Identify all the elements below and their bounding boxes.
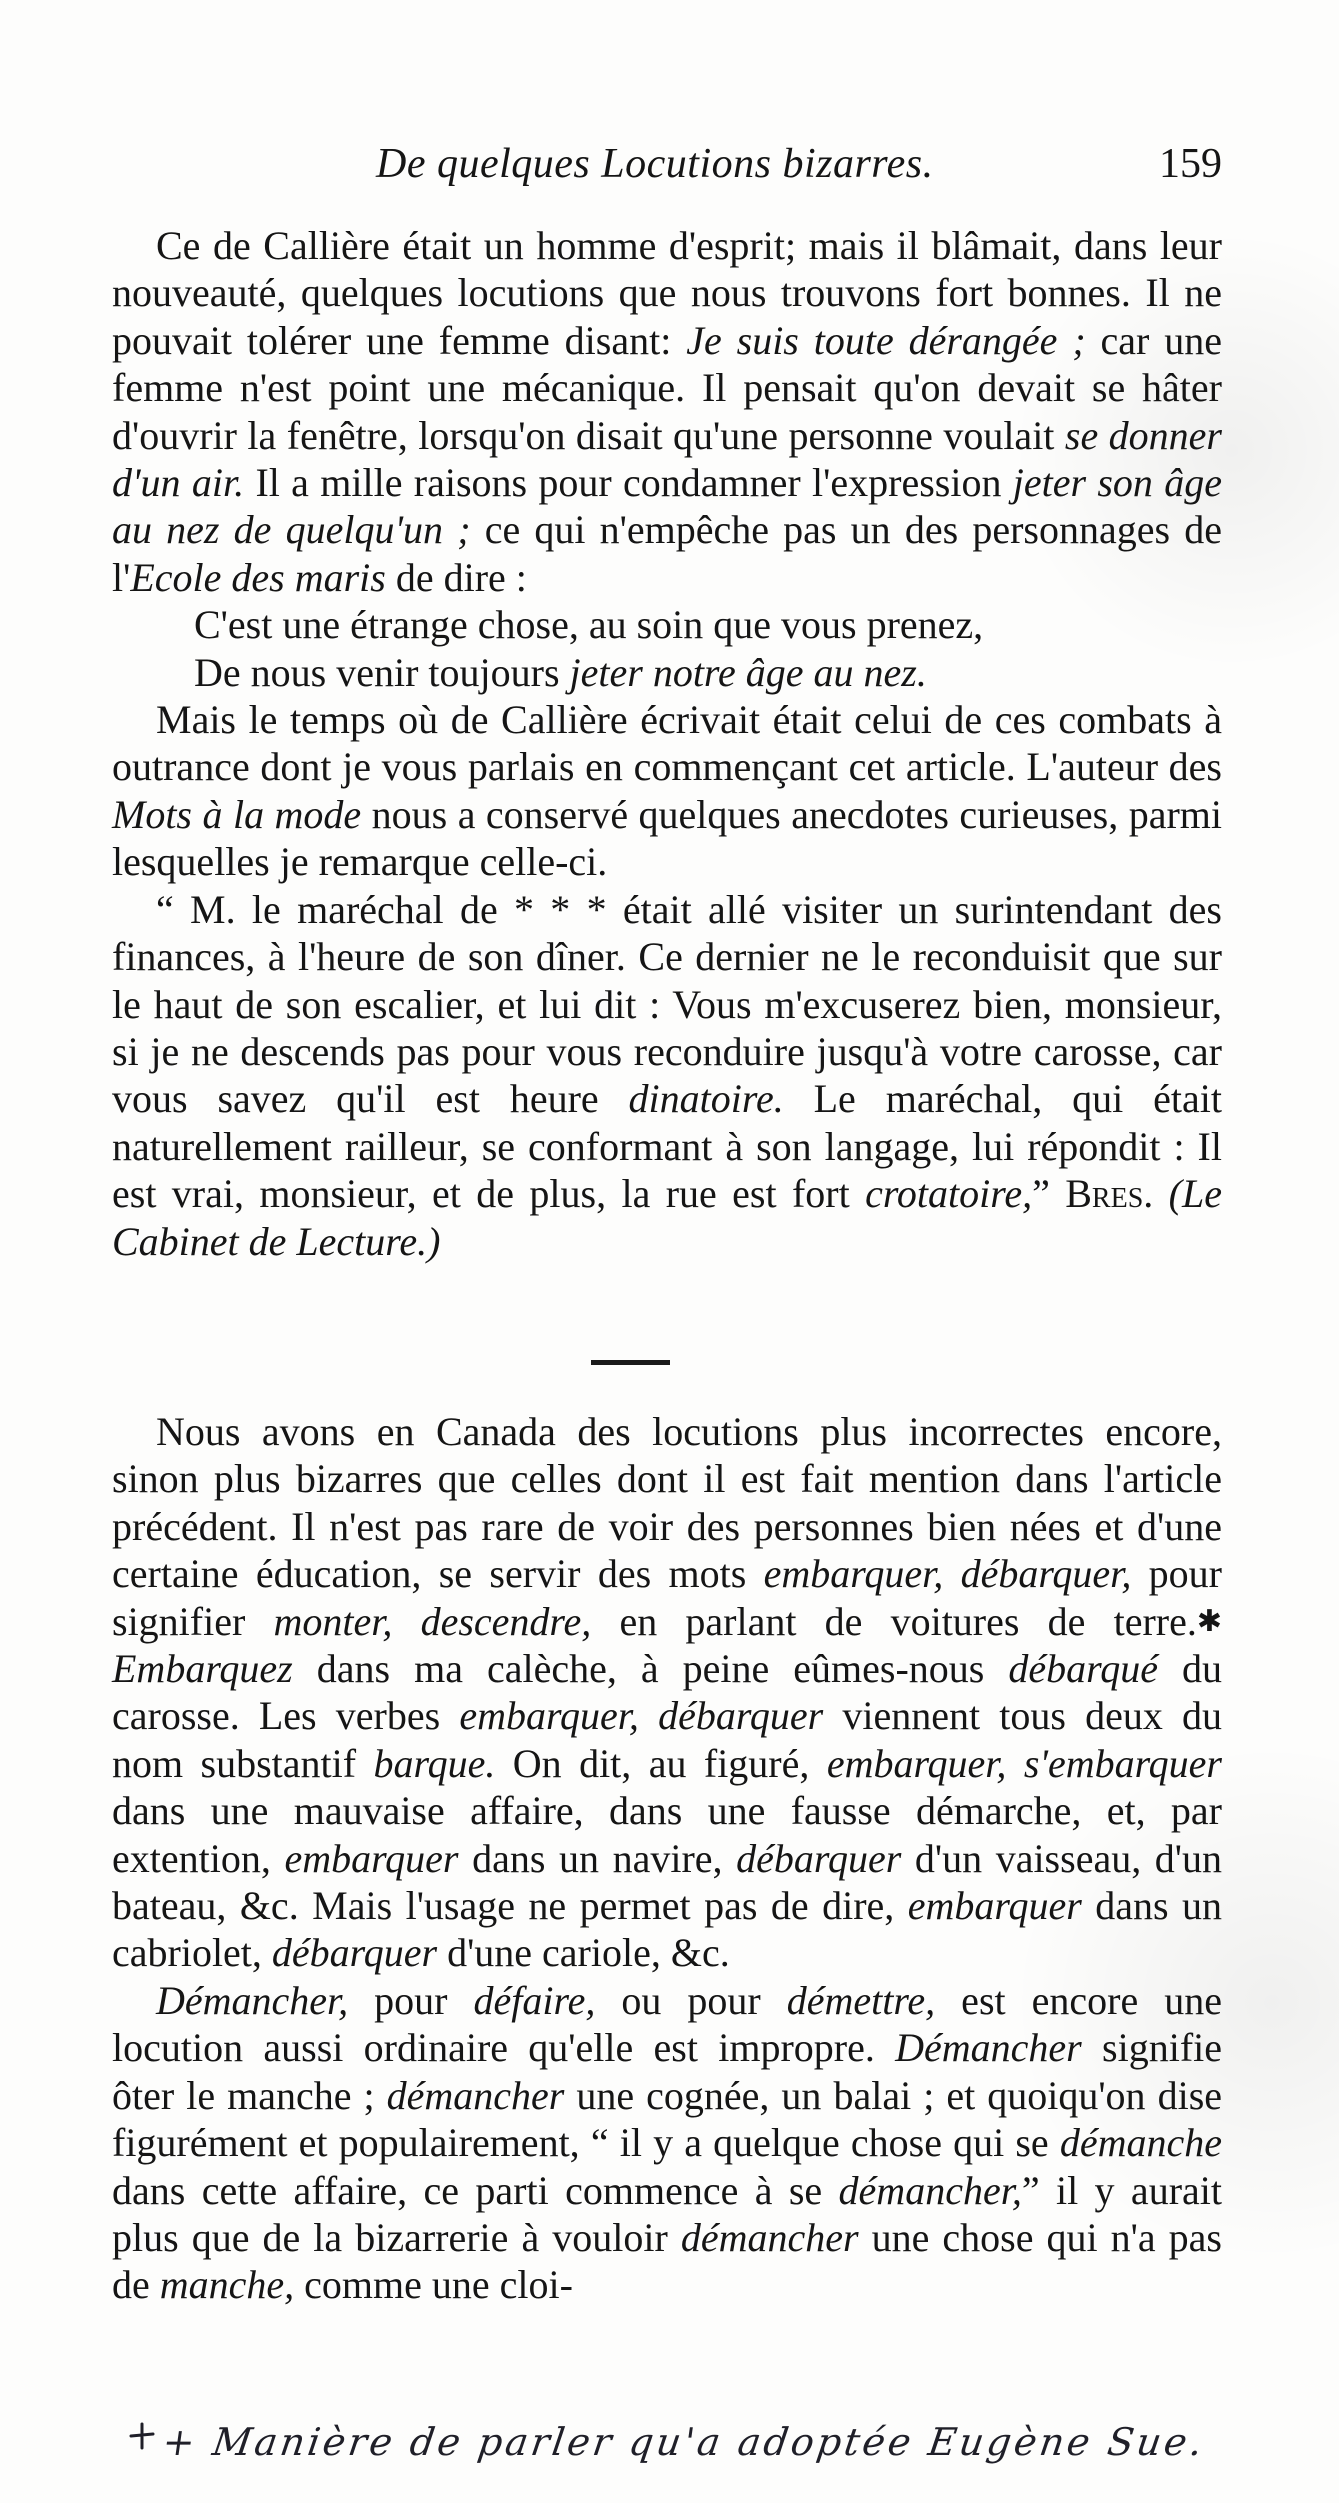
annotation-marker: ✱ [1196, 1604, 1222, 1638]
paragraph-demancher: Démancher, pour défaire, ou pour démettre, est encore une locution aussi ordinaire qu'elle est impropre. Démancher signifie ôter le manche ; démancher une cognée, un balai ; et quoiqu'on dise figurément et populairement, “ il y a quelque chose qui se démanche dans cette affaire, ce parti commence à se démancher,” il y aurait plus que de la bizarrerie à vouloir démancher une chose qui n'a pas de manche, comme une cloi- [112, 1977, 1223, 2308]
paragraph-canada: Nous avons en Canada des locutions plus incorrectes encore, sinon plus bizarres que celles dont il est fait mention dans l'article précédent. Il n'est pas rare de voir des personnes bien nées et d'une certaine éducation, se servir des mots embarquer, débarquer, pour signifier monter, descendre, en parlant de voitures de terre.✱ Embarquez dans ma calèche, à peine eûmes-nous débarqué du carosse. Les verbes embarquer, débarquer viennent tous deux du nom substantif barque. On dit, au figuré, embarquer, s'embarquer dans une mauvaise affaire, dans une fausse démarche, et, par extention, embarquer dans un navire, débarquer d'un vaisseau, d'un bateau, &c. Mais l'usage ne permet pas de dire, embarquer dans un cabriolet, débarquer d'une cariole, &c. [112, 1409, 1223, 1976]
verse-quotation [112, 601, 1222, 696]
verse-line: De nous venir toujours jeter notre âge au nez. [194, 649, 927, 695]
text-block-upper [112, 222, 1222, 1265]
running-title: De quelques Locutions bizarres. [376, 141, 934, 187]
annotation-text: + Manière de parler qu'a adoptée Eugène Sue. [159, 2420, 1208, 2464]
text-block-lower [112, 1408, 1222, 2309]
author-name: Bres. [1065, 1171, 1154, 1217]
section-divider [591, 1360, 670, 1365]
verse-line: C'est une étrange chose, au soin que vous prenez, [194, 602, 984, 648]
paragraph-combats: Mais le temps où de Callière écrivait était celui de ces combats à outrance dont je vous parlais en commençant cet article. L'auteur des Mots à la mode nous a conservé quelques anecdotes curieuses, parmi lesquelles je remarque celle-ci. [112, 697, 1222, 885]
source-citation: (Le Cabinet de Lecture.) [112, 1171, 1222, 1264]
handwritten-annotation [125, 2400, 1275, 2480]
page-header [112, 140, 1222, 200]
paragraph-calliere: Ce de Callière était un homme d'esprit; mais il blâmait, dans leur nouveauté, quelques locutions que nous trouvons fort bonnes. Il ne pouvait tolérer une femme disant: Je suis toute dérangée ; car une femme n'est point une mécanique. Il pensait qu'on devait se hâter d'ouvrir la fenêtre, lorsqu'on disait qu'une personne voulait se donner d'un air. Il a mille raisons pour condamner l'expression jeter son âge au nez de quelqu'un ; ce qui n'empêche pas un des personnages de l'Ecole des maris de dire : [112, 223, 1222, 600]
page-number: 159 [1159, 141, 1222, 187]
paragraph-anecdote: “ M. le maréchal de * * * était allé visiter un surintendant des finances, à l'heure de son dîner. Ce dernier ne le reconduisit que sur le haut de son escalier, et lui dit : Vous m'excuserez bien, monsieur, si je ne descends pas pour vous reconduire jusqu'à votre carosse, car vous savez qu'il est heure dinatoire. Le maréchal, qui était naturellement railleur, se conformant à son langage, lui répondit : Il est vrai, monsieur, et de plus, la rue est fort crotatoire,” Bres. (Le Cabinet de Lecture.) [112, 886, 1223, 1264]
